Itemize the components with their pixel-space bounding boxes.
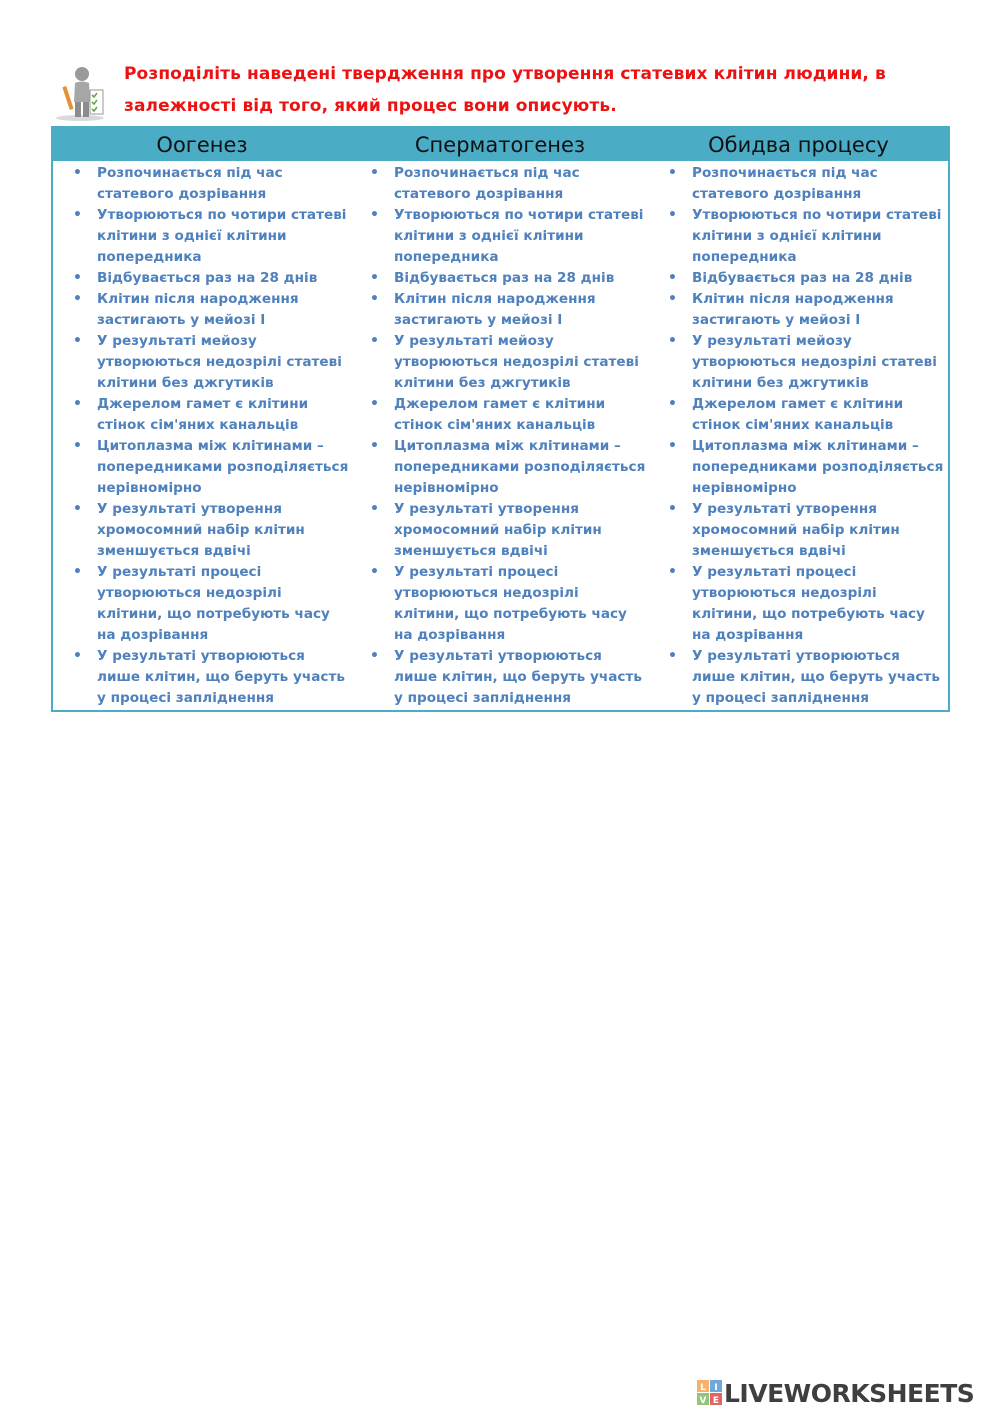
statement-option[interactable]: [368, 268, 648, 289]
person-with-checklist-icon: [52, 64, 106, 122]
liveworksheets-brand: [697, 1379, 993, 1409]
bullet-icon: •: [73, 648, 82, 664]
statement-text: Цитоплазма між клітинами – попередниками розподіляється нерівномірно: [97, 438, 349, 496]
task-header: [52, 58, 952, 122]
statement-option[interactable]: [368, 289, 648, 331]
bullet-icon: •: [73, 165, 82, 181]
table-header-band: [53, 128, 948, 161]
bullet-icon: •: [370, 648, 379, 664]
bullet-icon: •: [370, 501, 379, 517]
logo-letter: I: [714, 1383, 718, 1393]
statement-option[interactable]: [666, 646, 946, 709]
statement-option[interactable]: [666, 268, 946, 289]
statement-text: Джерелом гамет є клітини стінок сім'яних канальців: [97, 396, 309, 433]
bullet-icon: •: [668, 438, 677, 454]
statement-option[interactable]: [368, 394, 648, 436]
statement-text: Цитоплазма між клітинами – попередниками розподіляється нерівномірно: [394, 438, 646, 496]
statement-option[interactable]: [71, 205, 351, 268]
bullet-icon: •: [370, 438, 379, 454]
bullet-icon: •: [370, 291, 379, 307]
statement-text: Відбувається раз на 28 днів: [394, 270, 615, 286]
liveworksheets-wordmark: LIVEWORKSHEETS: [724, 1379, 975, 1408]
statement-option[interactable]: [71, 436, 351, 499]
statement-text: Розпочинається під час статевого дозрівання: [394, 165, 580, 202]
statement-option[interactable]: [71, 268, 351, 289]
statement-text: У результаті утворення хромосомний набір клітин зменшується вдвічі: [97, 501, 305, 559]
statement-text: У результаті утворення хромосомний набір клітин зменшується вдвічі: [692, 501, 900, 559]
bullet-icon: •: [668, 396, 677, 412]
statement-option[interactable]: [666, 205, 946, 268]
statement-option[interactable]: [666, 394, 946, 436]
statement-text: Утворюються по чотири статеві клітини з однієї клітини попередника: [692, 207, 942, 265]
statement-option[interactable]: [368, 436, 648, 499]
statement-option[interactable]: [666, 562, 946, 646]
bullet-icon: •: [668, 291, 677, 307]
column-title-oogenesis: Оогенез: [156, 133, 248, 157]
sorting-table: [51, 126, 950, 712]
statement-text: Утворюються по чотири статеві клітини з однієї клітини попередника: [394, 207, 644, 265]
bullet-icon: •: [668, 207, 677, 223]
statement-option[interactable]: [368, 163, 648, 205]
statement-option[interactable]: [71, 499, 351, 562]
task-instruction: Розподіліть наведені твердження про утворення статевих клітин людини, в залежності від того, який процес вони описують.: [124, 64, 886, 116]
statement-option[interactable]: [666, 436, 946, 499]
column-title-both: Обидва процесу: [708, 133, 889, 157]
statement-text: У результаті утворюються лише клітин, що беруть участь у процесі запліднення: [692, 648, 940, 706]
bullet-icon: •: [668, 501, 677, 517]
bullet-icon: •: [370, 165, 379, 181]
liveworksheets-logo-icon: [697, 1380, 723, 1406]
bullet-icon: •: [73, 438, 82, 454]
bullet-icon: •: [370, 207, 379, 223]
statement-option[interactable]: [71, 646, 351, 709]
statement-text: Відбувається раз на 28 днів: [692, 270, 913, 286]
statement-option[interactable]: [368, 205, 648, 268]
statement-text: У результаті процесі утворюються недозрілі клітини, що потребують часу на дозрівання: [97, 564, 330, 643]
statement-option[interactable]: [368, 646, 648, 709]
bullet-icon: •: [73, 291, 82, 307]
bullet-icon: •: [370, 333, 379, 349]
statement-text: У результаті процесі утворюються недозрілі клітини, що потребують часу на дозрівання: [394, 564, 627, 643]
bullet-icon: •: [668, 165, 677, 181]
bullet-icon: •: [73, 270, 82, 286]
statement-text: У результаті мейозу утворюються недозрілі статеві клітини без джгутиків: [692, 333, 937, 391]
statement-text: Клітин після народження застигають у мейозі I: [97, 291, 299, 328]
statement-option[interactable]: [71, 394, 351, 436]
logo-letter: L: [700, 1383, 706, 1393]
bullet-icon: •: [73, 333, 82, 349]
statement-option[interactable]: [368, 499, 648, 562]
statement-text: Цитоплазма між клітинами – попередниками розподіляється нерівномірно: [692, 438, 944, 496]
bullet-icon: •: [370, 396, 379, 412]
bullet-icon: •: [668, 648, 677, 664]
statement-option[interactable]: [71, 163, 351, 205]
statement-text: Розпочинається під час статевого дозрівання: [97, 165, 283, 202]
statement-text: Клітин після народження застигають у мейозі I: [394, 291, 596, 328]
bullet-icon: •: [370, 270, 379, 286]
statement-option[interactable]: [666, 331, 946, 394]
bullet-icon: •: [668, 333, 677, 349]
statement-text: Утворюються по чотири статеві клітини з однієї клітини попередника: [97, 207, 347, 265]
statement-option[interactable]: [71, 562, 351, 646]
statement-text: У результаті утворення хромосомний набір клітин зменшується вдвічі: [394, 501, 602, 559]
bullet-icon: •: [668, 564, 677, 580]
bullet-icon: •: [73, 396, 82, 412]
bullet-icon: •: [73, 207, 82, 223]
logo-letter: V: [699, 1396, 707, 1406]
bullet-icon: •: [73, 564, 82, 580]
statement-option[interactable]: [71, 289, 351, 331]
statement-text: Клітин після народження застигають у мейозі I: [692, 291, 894, 328]
statement-text: Розпочинається під час статевого дозрівання: [692, 165, 878, 202]
statement-list-spermatogenesis: [368, 163, 648, 709]
statement-text: У результаті мейозу утворюються недозрілі статеві клітини без джгутиків: [394, 333, 639, 391]
statement-option[interactable]: [666, 499, 946, 562]
statement-option[interactable]: [666, 289, 946, 331]
statement-text: У результаті утворюються лише клітин, що беруть участь у процесі запліднення: [394, 648, 642, 706]
statement-text: Відбувається раз на 28 днів: [97, 270, 318, 286]
statement-text: У результаті утворюються лише клітин, що беруть участь у процесі запліднення: [97, 648, 345, 706]
bullet-icon: •: [668, 270, 677, 286]
bullet-icon: •: [73, 501, 82, 517]
statement-option[interactable]: [368, 562, 648, 646]
statement-text: Джерелом гамет є клітини стінок сім'яних канальців: [394, 396, 606, 433]
statement-option[interactable]: [666, 163, 946, 205]
statement-text: У результаті мейозу утворюються недозрілі статеві клітини без джгутиків: [97, 333, 342, 391]
column-title-spermatogenesis: Сперматогенез: [414, 133, 586, 157]
statement-text: Джерелом гамет є клітини стінок сім'яних канальців: [692, 396, 904, 433]
statement-option[interactable]: [71, 331, 351, 394]
statement-text: У результаті процесі утворюються недозрілі клітини, що потребують часу на дозрівання: [692, 564, 925, 643]
bullet-icon: •: [370, 564, 379, 580]
logo-letter: E: [712, 1396, 720, 1406]
statement-list-oogenesis: [71, 163, 351, 709]
statement-list-both: [666, 163, 946, 709]
statement-option[interactable]: [368, 331, 648, 394]
